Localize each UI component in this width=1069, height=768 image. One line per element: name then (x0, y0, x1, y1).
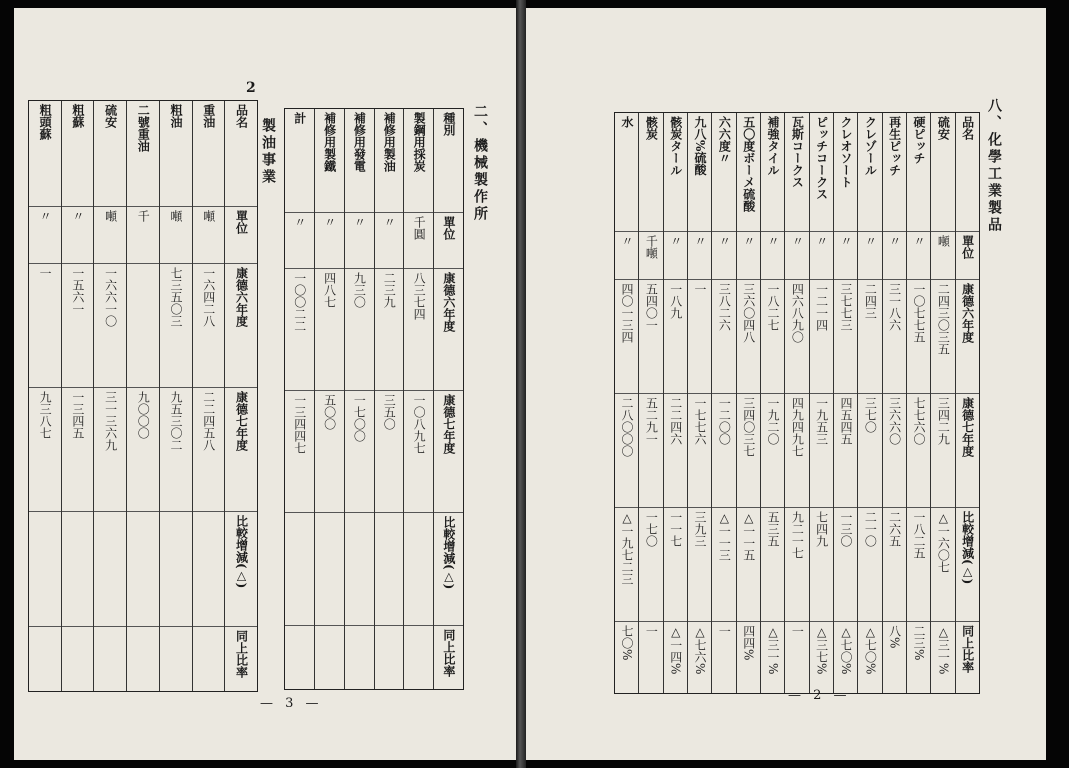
table-cell: 一三四五 (62, 388, 94, 512)
table-header-cell: クレオソート (834, 113, 857, 232)
table-cell: 九五三〇二 (160, 388, 192, 512)
table-row (433, 109, 463, 689)
table-cell: 四八七 (315, 269, 344, 391)
table-cell: 噸 (94, 207, 126, 264)
table-cell: △一一五 (737, 508, 760, 622)
table-cell: 九三〇 (345, 269, 374, 391)
table-cell (193, 627, 225, 692)
table-cell: 〃 (737, 232, 760, 281)
table-cell: 〃 (345, 213, 374, 269)
table-cell: 〃 (285, 213, 314, 269)
table-cell (94, 627, 126, 692)
table-cell: 二三九 (375, 269, 404, 391)
table-cell: 一 (717, 624, 732, 637)
table-row (930, 113, 954, 693)
table-cell (127, 264, 159, 388)
table-header-cell: 硫安 (931, 113, 954, 232)
table-cell: 三一八六 (883, 280, 906, 394)
table-header-cell: 康德七年度 (434, 391, 463, 513)
table-cell: 三八二六 (712, 280, 735, 394)
table-cell: 一三〇 (834, 508, 857, 622)
table-cell: 四〇一三四 (615, 280, 638, 394)
table-cell (29, 512, 61, 627)
table-cell: 千圓 (404, 213, 433, 269)
table-row (736, 113, 760, 693)
table-cell: △三七% (814, 624, 829, 675)
table-header-cell: 粗頭蘇 (29, 101, 61, 207)
table-cell: 八三七四 (404, 269, 433, 391)
table-cell: 三四二九 (931, 394, 954, 508)
table-cell: 千 (127, 207, 159, 264)
table-cell (285, 513, 314, 626)
table-cell: 二六五 (883, 508, 906, 622)
table-row (374, 109, 404, 689)
table-cell: 一 (790, 624, 805, 637)
table-cell: 〃 (834, 232, 857, 281)
table-header-cell: 九八%硫酸 (688, 113, 711, 232)
table-cell: 二二四六 (664, 394, 687, 508)
table-cell: 千噸 (639, 232, 662, 281)
table-cell: 〃 (315, 213, 344, 269)
table-cell (315, 513, 344, 626)
table-header-cell: 比較增減(△) (956, 508, 979, 622)
table-header-cell: 同上比率 (234, 629, 249, 678)
table-cell: 一九二〇 (761, 394, 784, 508)
table-header-cell: 品名 (956, 113, 979, 232)
table-header-cell: 二號重油 (127, 101, 159, 207)
table-cell: 噸 (931, 232, 954, 281)
table-cell (345, 626, 374, 689)
table-cell: 〃 (785, 232, 808, 281)
table-cell: 一七七六 (688, 394, 711, 508)
section-heading: 八、化學工業製品 (986, 98, 1002, 234)
table-row (638, 113, 662, 693)
section-heading: 二、機械製作所 (472, 104, 488, 223)
table-cell: 〃 (664, 232, 687, 281)
table-row (882, 113, 906, 693)
table-cell: 〃 (907, 232, 930, 281)
section-title: 製油事業 (260, 118, 276, 186)
table-cell (160, 627, 192, 692)
table-cell: 一七〇〇 (345, 391, 374, 513)
table-cell: △一六〇七 (931, 508, 954, 622)
table-cell: 三六六〇 (883, 394, 906, 508)
table-row (314, 109, 344, 689)
table-header-cell: 比較增減(△) (434, 513, 463, 626)
table-cell: 噸 (160, 207, 192, 264)
machinery-table (284, 108, 464, 690)
table-header-cell: 重油 (193, 101, 225, 207)
right-page (526, 8, 1046, 760)
left-page (14, 8, 522, 760)
table-cell: 一五六一 (62, 264, 94, 388)
table-cell: 九三八七 (29, 388, 61, 512)
table-cell: 〃 (761, 232, 784, 281)
book-gutter (516, 0, 526, 768)
table-cell: 一八二五 (907, 508, 930, 622)
table-cell: 七三五〇三 (160, 264, 192, 388)
table-cell: 三四〇三七 (737, 394, 760, 508)
table-header-cell: 品名 (225, 101, 257, 207)
table-row (224, 101, 257, 691)
table-cell: 一一七 (664, 508, 687, 622)
table-header-cell: 補修用發電 (345, 109, 374, 213)
table-header-cell: 同上比率 (441, 628, 456, 677)
table-cell: 一 (29, 264, 61, 388)
table-header-cell: 康德六年度 (434, 269, 463, 391)
table-header-cell: 硬ピッチ (907, 113, 930, 232)
table-header-cell: 骸炭タール (664, 113, 687, 232)
table-cell: 四六八九〇 (785, 280, 808, 394)
table-header-cell: クレゾール (858, 113, 881, 232)
table-cell: △七〇% (863, 624, 878, 675)
table-row (955, 113, 979, 693)
table-cell: 一 (688, 280, 711, 394)
table-cell: 一二〇〇 (712, 394, 735, 508)
table-cell: 七〇% (620, 624, 635, 661)
table-cell: 一六六一〇 (94, 264, 126, 388)
table-cell: 一九五三 (810, 394, 833, 508)
table-header-cell: 康德七年度 (956, 394, 979, 508)
table-header-cell: ピッチコークス (810, 113, 833, 232)
table-cell: 二四三〇三五 (931, 280, 954, 394)
table-cell: 一〇〇二二 (285, 269, 314, 391)
table-cell: 一八二七 (761, 280, 784, 394)
table-row (403, 109, 433, 689)
table-cell: 七四九 (810, 508, 833, 622)
table-row (93, 101, 126, 691)
table-header-cell: 康德七年度 (225, 388, 257, 512)
table-cell: 五〇〇 (315, 391, 344, 513)
table-row (344, 109, 374, 689)
table-cell: 一三四四七 (285, 391, 314, 513)
table-row (760, 113, 784, 693)
table-header-cell: 單位 (434, 213, 463, 269)
table-row (906, 113, 930, 693)
table-cell (404, 513, 433, 626)
table-cell: 三五〇 (375, 391, 404, 513)
table-header-cell: 硫安 (94, 101, 126, 207)
table-cell: 三七七三 (834, 280, 857, 394)
table-cell: 〃 (712, 232, 735, 281)
table-cell: △一四% (668, 624, 683, 675)
table-cell: 四四% (741, 624, 756, 661)
table-header-cell: 粗油 (160, 101, 192, 207)
table-header-cell: 補強タイル (761, 113, 784, 232)
table-header-cell: 單位 (956, 232, 979, 281)
table-cell: 三九三 (688, 508, 711, 622)
table-row (61, 101, 94, 691)
table-cell (193, 512, 225, 627)
table-cell: 四五四五 (834, 394, 857, 508)
table-cell: 九〇〇〇 (127, 388, 159, 512)
table-cell: △三一% (936, 624, 951, 675)
page-number-bottom: — 3 — (260, 696, 323, 711)
table-cell: 五三五 (761, 508, 784, 622)
table-row (126, 101, 159, 691)
table-cell: 五四〇一 (639, 280, 662, 394)
page-number-bottom: — 2 — (788, 688, 851, 703)
table-row (159, 101, 192, 691)
table-header-cell: 五〇度ボーメ硫酸 (737, 113, 760, 232)
table-header-cell: 再生ピッチ (883, 113, 906, 232)
oil-products-table (28, 100, 258, 692)
table-cell: 二四三 (858, 280, 881, 394)
table-cell: 〃 (688, 232, 711, 281)
table-cell (375, 626, 404, 689)
table-cell: 四九四九七 (785, 394, 808, 508)
table-cell: 七七六〇 (907, 394, 930, 508)
table-cell (127, 512, 159, 627)
table-cell: 噸 (193, 207, 225, 264)
table-cell (62, 512, 94, 627)
table-header-cell: 種別 (434, 109, 463, 213)
table-cell: 〃 (615, 232, 638, 281)
table-header-cell: 六六度〃 (712, 113, 735, 232)
table-cell (285, 626, 314, 689)
table-cell: 一六四二八 (193, 264, 225, 388)
table-cell: 一七〇 (639, 508, 662, 622)
table-cell: 〃 (29, 207, 61, 264)
table-row (687, 113, 711, 693)
table-cell: △一九七二三 (615, 508, 638, 622)
table-row (857, 113, 881, 693)
table-header-cell: 補修用製鐵 (315, 109, 344, 213)
table-cell: 一八九 (664, 280, 687, 394)
table-cell: 〃 (62, 207, 94, 264)
table-row (809, 113, 833, 693)
table-cell: 二二四五八 (193, 388, 225, 512)
table-cell (29, 627, 61, 692)
table-cell: 〃 (858, 232, 881, 281)
table-cell (160, 512, 192, 627)
table-cell: 〃 (810, 232, 833, 281)
table-header-cell: 單位 (225, 207, 257, 264)
table-header-cell: 製鋼用採炭 (404, 109, 433, 213)
table-row (29, 101, 61, 691)
table-row (784, 113, 808, 693)
table-cell: △七六% (693, 624, 708, 675)
table-cell (94, 512, 126, 627)
table-row (833, 113, 857, 693)
table-row (711, 113, 735, 693)
table-cell: △七〇% (839, 624, 853, 675)
table-cell: 八% (887, 624, 902, 649)
chemical-products-table (614, 112, 980, 694)
table-header-cell: 水 (615, 113, 638, 232)
table-cell (62, 627, 94, 692)
table-header-cell: 同上比率 (960, 624, 975, 673)
table-row (663, 113, 687, 693)
table-cell: 二八〇〇〇 (615, 394, 638, 508)
table-cell: 一 (644, 624, 659, 637)
table-cell: 一〇八九七 (404, 391, 433, 513)
table-cell: 三六〇四八 (737, 280, 760, 394)
table-cell: 一〇七七五 (907, 280, 930, 394)
table-header-cell: 計 (285, 109, 314, 213)
table-cell: 一二一四 (810, 280, 833, 394)
table-header-cell: 康德六年度 (225, 264, 257, 388)
table-cell: 二三% (911, 624, 926, 661)
page-number-top: 2 (246, 80, 256, 96)
table-cell: 二一〇 (858, 508, 881, 622)
table-header-cell: 粗蘇 (62, 101, 94, 207)
table-cell: △三一% (766, 624, 781, 675)
table-cell (404, 626, 433, 689)
table-cell (345, 513, 374, 626)
table-cell: 〃 (375, 213, 404, 269)
table-cell: 三七〇 (858, 394, 881, 508)
table-row (615, 113, 638, 693)
table-header-cell: 骸炭 (639, 113, 662, 232)
table-cell: 〃 (883, 232, 906, 281)
table-cell: 五二九一 (639, 394, 662, 508)
table-cell (127, 627, 159, 692)
table-header-cell: 康德六年度 (956, 280, 979, 394)
table-cell: 九二一七 (785, 508, 808, 622)
table-header-cell: 補修用製油 (375, 109, 404, 213)
table-cell: △一一三 (712, 508, 735, 622)
table-header-cell: 瓦斯コークス (785, 113, 808, 232)
table-row (285, 109, 314, 689)
table-cell (375, 513, 404, 626)
table-cell (315, 626, 344, 689)
table-header-cell: 比較增減(△) (225, 512, 257, 627)
table-row (192, 101, 225, 691)
table-cell: 三一三六九 (94, 388, 126, 512)
